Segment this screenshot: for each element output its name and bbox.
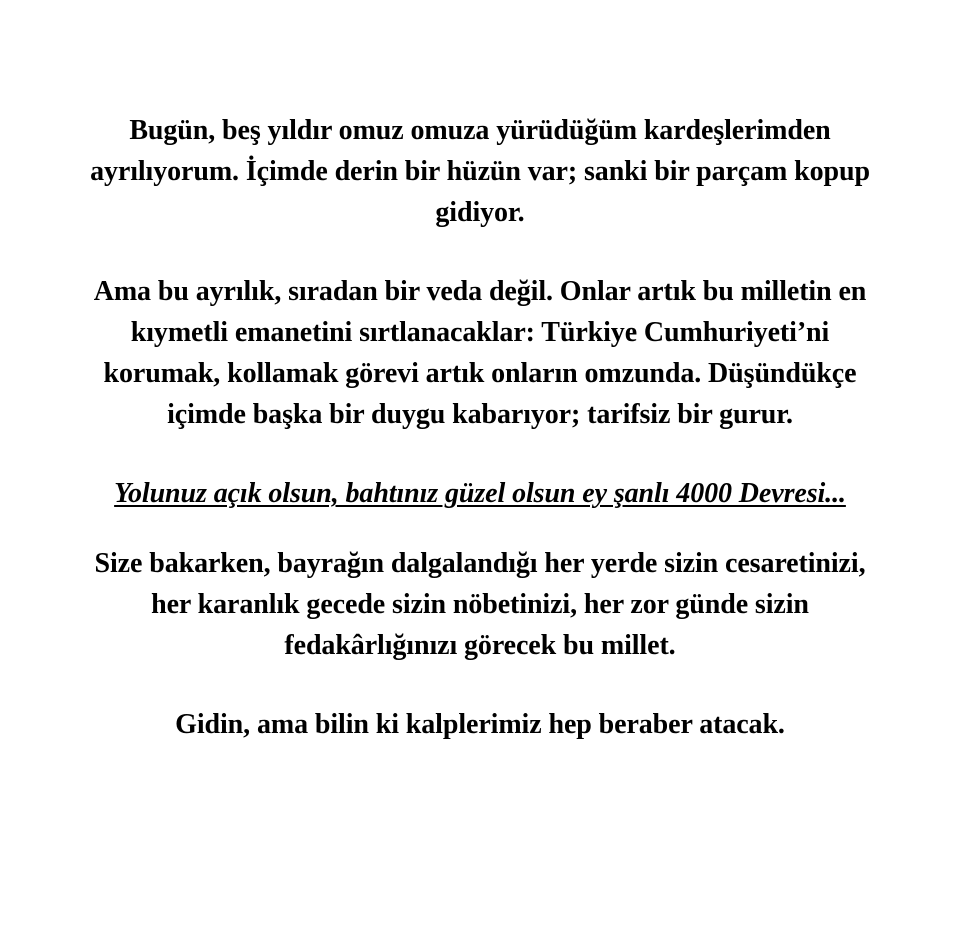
paragraph-line: gidiyor. — [435, 197, 525, 228]
paragraph-line: fedakârlığınızı görecek bu millet. — [284, 630, 676, 661]
paragraph-duty — [0, 271, 960, 435]
paragraph-nation — [0, 543, 960, 666]
paragraph-line: korumak, kollamak görevi artık onların omzunda. Düşündükçe — [103, 358, 857, 389]
highlight-line: Yolunuz açık olsun, bahtınız güzel olsun ey şanlı 4000 Devresi... — [114, 478, 846, 509]
closing-line: Gidin, ama bilin ki kalplerimiz hep beraber atacak. — [175, 709, 785, 740]
paragraph-line: içimde başka bir duygu kabarıyor; tarifsiz bir gurur. — [167, 399, 793, 430]
closing-statement — [0, 704, 960, 745]
paragraph-line: ayrılıyorum. İçimde derin bir hüzün var; sanki bir parçam kopup — [90, 156, 870, 187]
paragraph-line: kıymetli emanetini sırtlanacaklar: Türkiye Cumhuriyeti’ni — [130, 317, 830, 348]
highlight-wish — [0, 473, 960, 514]
paragraph-line: Size bakarken, bayrağın dalgalandığı her yerde sizin cesaretinizi, — [94, 548, 866, 579]
paragraph-line: her karanlık gecede sizin nöbetinizi, her zor günde sizin — [151, 589, 809, 620]
paragraph-farewell-intro — [0, 110, 960, 233]
paragraph-line: Bugün, beş yıldır omuz omuza yürüdüğüm kardeşlerimden — [129, 115, 831, 146]
paragraph-line: Ama bu ayrılık, sıradan bir veda değil. Onlar artık bu milletin en — [93, 276, 867, 307]
